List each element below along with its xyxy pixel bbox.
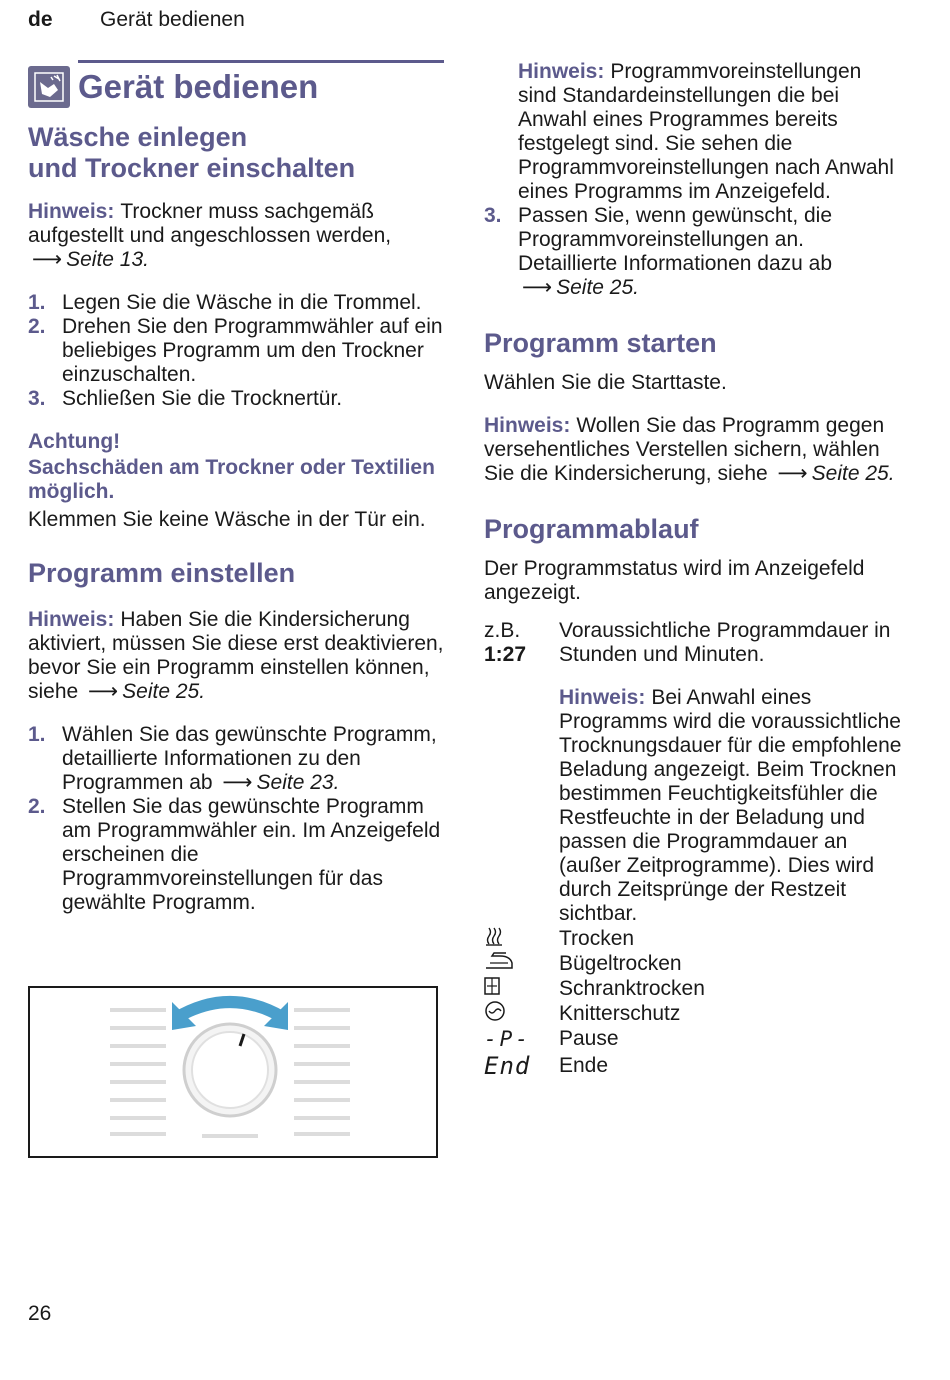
- page-number: 26: [28, 1302, 52, 1325]
- section-title: Gerät bedienen: [78, 68, 319, 105]
- warning-subtitle: Sachschäden am Trockner oder Textilien möglich.: [28, 456, 435, 503]
- flow-heading: Programmablauf: [484, 514, 699, 544]
- load-steps: [28, 291, 446, 411]
- flow-note: [484, 686, 904, 926]
- step-number: 2.: [28, 315, 46, 338]
- example-row: [484, 619, 904, 667]
- language-code: de: [28, 8, 53, 31]
- page-reference[interactable]: Seite 23.: [256, 771, 340, 794]
- arrow-icon: ⟶: [777, 462, 808, 485]
- status-label: Trocken: [559, 926, 635, 950]
- flow-text: Der Programmstatus wird im Anzeigefeld angezeigt.: [484, 557, 865, 604]
- page-reference[interactable]: Seite 25.: [556, 276, 640, 299]
- list-item: [28, 387, 446, 411]
- load-note: [28, 200, 446, 272]
- list-item: [484, 976, 904, 1001]
- step-text: [518, 204, 904, 300]
- section-rule: [78, 60, 444, 63]
- step-number: 1.: [28, 291, 46, 314]
- arrow-icon: ⟶: [88, 680, 119, 703]
- list-item: [484, 1051, 904, 1081]
- list-item: [484, 951, 904, 976]
- step-text-body: Passen Sie, wenn gewünscht, die Programmvoreinstellungen an. Detaillierte Informationen dazu ab: [518, 204, 833, 275]
- step-text: Schließen Sie die Trocknertür.: [62, 387, 343, 410]
- note-text: Bei Anwahl eines Programms wird die voraussichtliche Trocknungsdauer für die empfohlene Beladung angezeigt. Beim Trocknen bestimmen Feuchtigkeitsfühler die Restfeuchte in der Beladung und passen die Programmdauer an (außer Zeitprogramme). Dies wird durch Zeitsprünge der Restzeit sichtbar.: [559, 686, 902, 925]
- page-reference[interactable]: Seite 13.: [66, 248, 150, 271]
- example-label: z.B.: [484, 619, 521, 642]
- note-label: Hinweis:: [28, 608, 115, 631]
- set-heading: Programm einstellen: [28, 558, 296, 588]
- status-symbol-list: [484, 926, 904, 1081]
- set-note-2: [484, 60, 904, 204]
- page-reference[interactable]: Seite 25.: [811, 462, 895, 485]
- note-label: Hinweis:: [518, 60, 605, 83]
- status-label: Knitterschutz: [559, 1001, 681, 1025]
- note-text: Programmvoreinstellungen sind Standardeinstellungen die bei Anwahl eines Programmes bereits festgelegt sind. Sie sehen die Programmvoreinstellungen nach Anwahl eines Programms im Anzeigefeld.: [518, 60, 894, 203]
- right-column: [484, 60, 904, 1081]
- note-label: Hinweis:: [559, 686, 646, 709]
- example-label-block: [484, 619, 559, 667]
- note-text: Wollen Sie das Programm gegen versehentliches Verstellen sichern, wählen Sie die Kindersicherung, siehe: [484, 414, 885, 485]
- load-heading-line1: Wäsche einlegen: [28, 122, 248, 152]
- iron-icon: [484, 951, 559, 977]
- step-number: 3.: [484, 204, 502, 227]
- list-item: [28, 315, 446, 387]
- arrow-icon: ⟶: [222, 771, 253, 794]
- set-note: [28, 608, 446, 704]
- note-label: Hinweis:: [484, 414, 571, 437]
- warning-title: Achtung!: [28, 430, 121, 453]
- status-label: Schranktrocken: [559, 976, 705, 1000]
- warning-text: Klemmen Sie keine Wäsche in der Tür ein.: [28, 508, 426, 531]
- left-column: [28, 60, 446, 915]
- arrow-icon: ⟶: [522, 276, 553, 299]
- load-heading-line2: und Trockner einschalten: [28, 153, 356, 183]
- list-item: [28, 795, 446, 915]
- end-icon: End: [484, 1052, 531, 1080]
- set-steps: [28, 723, 446, 915]
- note-label: Hinweis:: [28, 200, 115, 223]
- status-label: Pause: [559, 1026, 619, 1050]
- drying-icon: [484, 926, 559, 952]
- start-note: [484, 414, 904, 486]
- list-item: [28, 723, 446, 795]
- hand-operating-device-icon: [28, 66, 70, 108]
- list-item: [484, 1001, 904, 1026]
- section-heading: [28, 66, 446, 108]
- example-text: Voraussichtliche Programmdauer in Stunden und Minuten.: [559, 619, 891, 666]
- set-steps-continued: [484, 204, 904, 300]
- cupboard-icon: [484, 976, 559, 1002]
- list-item: [484, 1026, 904, 1051]
- step-number: 2.: [28, 795, 46, 818]
- step-text: [62, 723, 446, 795]
- page-reference[interactable]: Seite 25.: [122, 680, 206, 703]
- running-title: Gerät bedienen: [100, 8, 245, 31]
- list-item: [484, 926, 904, 951]
- program-selector-dial-illustration: [28, 986, 438, 1158]
- example-value: 1:27: [484, 643, 527, 666]
- step-number: 1.: [28, 723, 46, 746]
- arrow-icon: ⟶: [32, 248, 63, 271]
- status-label: Bügeltrocken: [559, 951, 682, 975]
- step-text: Stellen Sie das gewünschte Programm am Programmwähler ein. Im Anzeigefeld erscheinen die Programmvoreinstellungen für das gewählte Programm.: [62, 795, 441, 914]
- list-item: [484, 204, 904, 300]
- pause-icon: -P-: [484, 1026, 531, 1051]
- list-item: [28, 291, 446, 315]
- step-text-body: Wählen Sie das gewünschte Programm, detaillierte Informationen zu den Programmen ab: [62, 723, 437, 794]
- status-label: Ende: [559, 1054, 609, 1077]
- start-heading: Programm starten: [484, 328, 717, 358]
- warning-box: [28, 430, 446, 532]
- start-text: Wählen Sie die Starttaste.: [484, 371, 727, 394]
- anti-crease-icon: [484, 1000, 559, 1028]
- note-text: Trockner muss sachgemäß aufgestellt und angeschlossen werden,: [28, 200, 392, 247]
- note-text: Haben Sie die Kindersicherung aktiviert, müssen Sie diese erst deaktivieren, bevor Sie ein Programm einstellen können, siehe: [28, 608, 444, 703]
- step-text: Legen Sie die Wäsche in die Trommel.: [62, 291, 422, 314]
- step-text: Drehen Sie den Programmwähler auf ein beliebiges Programm um den Trockner einzuschalten.: [62, 315, 443, 386]
- step-number: 3.: [28, 387, 46, 410]
